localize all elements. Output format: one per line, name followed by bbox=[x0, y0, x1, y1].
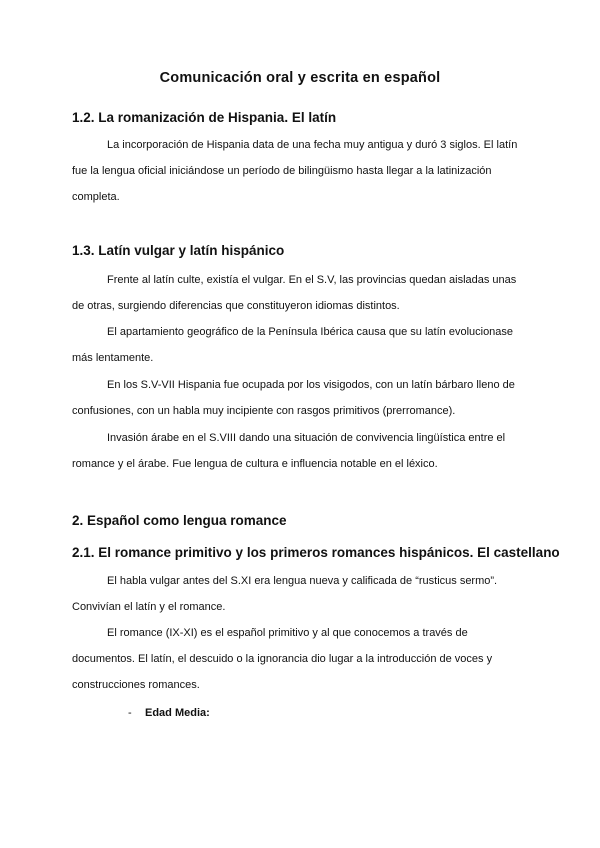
heading-2-1: 2.1. El romance primitivo y los primeros romances hispánicos. El castellano bbox=[72, 545, 560, 560]
paragraph-line: El apartamiento geográfico de la Península Ibérica causa que su latín evolucionase bbox=[107, 326, 514, 338]
paragraph-line: Frente al latín culte, existía el vulgar. En el S.V, las provincias quedan aisladas unas bbox=[107, 274, 517, 286]
paragraph-line: construcciones romances. bbox=[72, 679, 200, 691]
paragraph-line: confusiones, con un habla muy incipiente con rasgos primitivos (prerromance). bbox=[72, 405, 456, 417]
paragraph-line: El habla vulgar antes del S.XI era lengua nueva y calificada de “rusticus sermo”. bbox=[107, 575, 498, 587]
paragraph-line: completa. bbox=[72, 191, 120, 203]
paragraph-line: más lentamente. bbox=[72, 352, 154, 364]
document-title: Comunicación oral y escrita en español bbox=[159, 70, 441, 86]
bullet-item-edad-media: Edad Media: bbox=[145, 707, 210, 719]
heading-2: 2. Español como lengua romance bbox=[72, 513, 287, 528]
paragraph-line: de otras, surgiendo diferencias que constituyeron idiomas distintos. bbox=[72, 300, 400, 312]
paragraph-line: En los S.V-VII Hispania fue ocupada por los visigodos, con un latín bárbaro lleno de bbox=[107, 379, 515, 391]
heading-1-2: 1.2. La romanización de Hispania. El latín bbox=[72, 110, 337, 125]
paragraph-line: La incorporación de Hispania data de una fecha muy antigua y duró 3 siglos. El latín bbox=[107, 139, 518, 151]
paragraph-line: El romance (IX-XI) es el español primitivo y al que conocemos a través de bbox=[107, 627, 468, 639]
paragraph-line: Invasión árabe en el S.VIII dando una situación de convivencia lingüística entre el bbox=[107, 432, 506, 444]
heading-1-3: 1.3. Latín vulgar y latín hispánico bbox=[72, 243, 285, 258]
paragraph-line: Convivían el latín y el romance. bbox=[72, 601, 226, 613]
paragraph-line: romance y el árabe. Fue lengua de cultura e influencia notable en el léxico. bbox=[72, 458, 438, 470]
bullet-marker: - bbox=[128, 707, 132, 719]
paragraph-line: documentos. El latín, el descuido o la ignorancia dio lugar a la introducción de voces y bbox=[72, 653, 493, 665]
paragraph-line: fue la lengua oficial iniciándose un período de bilingüismo hasta llegar a la latinización bbox=[72, 165, 492, 177]
